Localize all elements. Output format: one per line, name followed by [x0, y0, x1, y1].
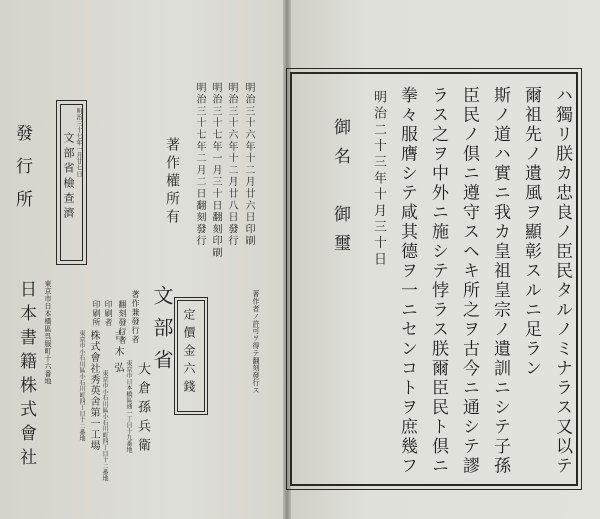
reprint-issue-date: 明治三十七年二月二日翻刻發行	[194, 82, 205, 248]
signature-seal: 御璽	[330, 205, 350, 263]
printer-name: 吉木弘	[112, 330, 123, 378]
issuer-name: 日本書籍株式會社	[16, 280, 36, 472]
role-author-publisher: 著作兼發行者	[131, 290, 140, 344]
role-print-shop: 印刷所	[92, 300, 101, 327]
rescript-line-2: 爾祖先ノ遺風ヲ顯彰スルニ足ラン	[521, 86, 541, 379]
printer-address: 東京市小石川區小石川町四丁目十二番地	[101, 370, 108, 482]
publisher-ministry: 文部省	[150, 285, 174, 381]
price: 定價金六錢	[182, 308, 196, 398]
publisher-name: 大倉孫兵衛	[135, 362, 150, 457]
rescript-line-5: ラス之ヲ中外ニ施シテ悖ラス朕爾臣民ト倶ニ	[428, 86, 448, 476]
role-reprint-publisher: 翻刻發行者	[118, 300, 127, 345]
copyright-notice: 著作權所有	[164, 137, 180, 227]
print-shop-name: 株式會社秀英舍第一工場	[88, 330, 99, 451]
rescript-line-1: ハ獨リ朕カ忠良ノ臣民タルノミナラス又以テ	[552, 86, 572, 476]
signature-name: 御名	[330, 118, 350, 176]
inspection-date: 明治三十七年一月廿七日	[75, 108, 82, 178]
rescript-line-6: 拳々服膺シテ咸其德ヲ一ニセンコトヲ庶幾フ	[397, 86, 417, 476]
rescript-line-3: 斯ノ道ハ實ニ我カ皇祖皇宗ノ遺訓ニシテ子孫	[490, 86, 510, 476]
publisher-address: 東京市日本橋區通一丁目十九番地	[125, 360, 132, 453]
inspection-stamp: 文部省檢查濟	[62, 132, 75, 222]
reprint-print-date: 明治三十七年一月三十日翻刻印刷	[210, 82, 221, 259]
reprint-notice: 著作者ノ許可ヲ得テ翻刻發行ス	[252, 290, 260, 394]
role-printer: 印刷者	[104, 300, 113, 327]
issue-date: 明治三十六年十二月廿八日發行	[226, 82, 237, 248]
print-shop-address: 東京市小石川區小石川町四丁目十二番地	[78, 330, 85, 442]
print-date: 明治三十六年十二月廿六日印刷	[243, 82, 254, 248]
issuer-address: 東京市日本橋區呉服町十六番地	[44, 280, 52, 385]
issuer-label: 發行所	[12, 124, 32, 223]
rescript-date: 明治二十三年十月三十日	[371, 90, 386, 269]
rescript-line-4: 臣民ノ倶ニ遵守スヘキ所之ヲ古今ニ通シテ謬	[459, 86, 479, 476]
